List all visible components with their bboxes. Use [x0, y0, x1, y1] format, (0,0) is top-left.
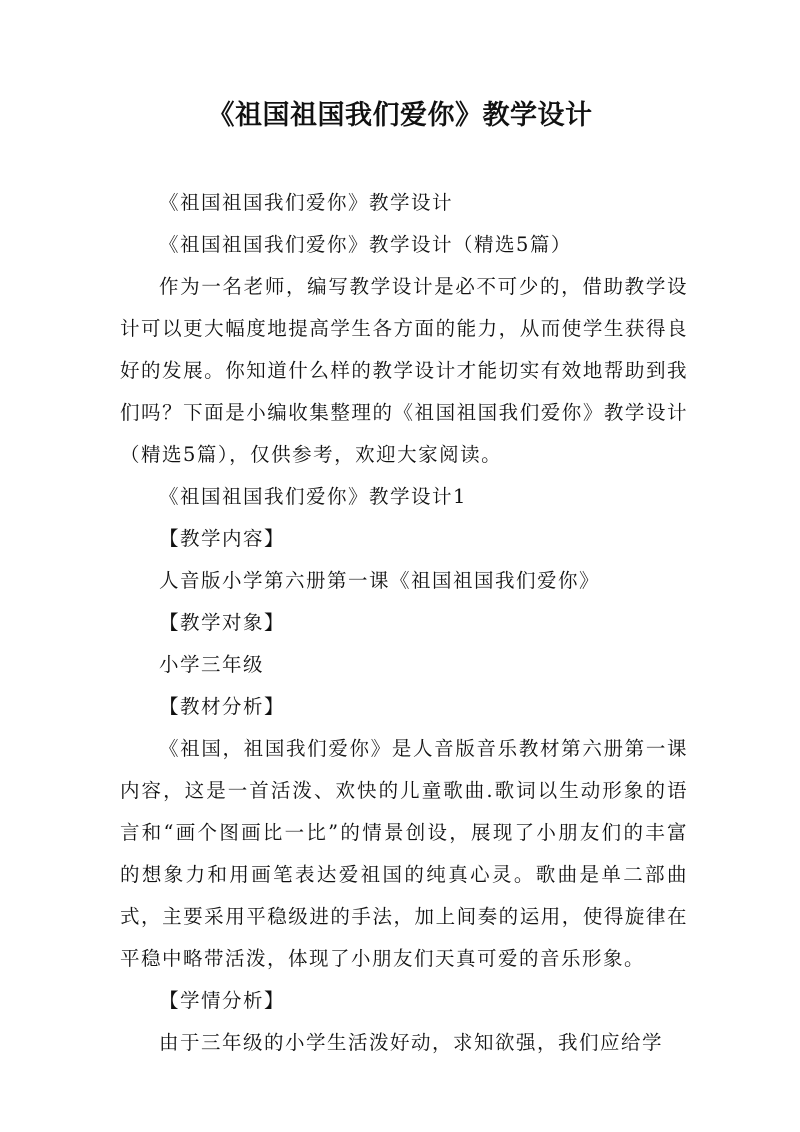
paragraph-material-analysis: 《祖国，祖国我们爱你》是人音版音乐教材第六册第一课内容，这是一首活泼、欢快的儿童歌曲.歌词以生动形象的语言和“画个图画比一比”的情景创设，展现了小朋友们的丰富的想象力和用画笔表达爱祖国的纯真心灵。歌曲是单二部曲式，主要采用平稳级进的手法，加上间奏的运用，使得旋律在平稳中略带活泼，体现了小朋友们天真可爱的音乐形象。 — [120, 737, 688, 970]
paragraph-teaching-target-label: 【教学对象】 — [159, 611, 286, 634]
paragraph-intro: 作为一名老师，编写教学设计是必不可少的，借助教学设计可以更大幅度地提高学生各方面的能力，从而使学生获得良好的发展。你知道什么样的教学设计才能切实有效地帮助到我们吗？下面是小编收集整理的《祖国祖国我们爱你》教学设计（精选5篇），仅供参考，欢迎大家阅读。 — [120, 275, 688, 466]
document-body — [120, 182, 688, 1064]
paragraph-teaching-target: 小学三年级 — [159, 653, 265, 676]
paragraph-teaching-content: 人音版小学第六册第一课《祖国祖国我们爱你》 — [159, 569, 601, 592]
paragraph-section-heading: 《祖国祖国我们爱你》教学设计1 — [159, 485, 467, 508]
paragraph-subtitle-selected: 《祖国祖国我们爱你》教学设计（精选5篇） — [159, 233, 572, 256]
paragraph-teaching-content-label: 【教学内容】 — [159, 527, 286, 550]
paragraph-student-analysis: 由于三年级的小学生活泼好动，求知欲强，我们应给学 — [159, 1031, 664, 1054]
paragraph-student-analysis-label: 【学情分析】 — [159, 989, 286, 1012]
document-title: 《祖国祖国我们爱你》教学设计 — [207, 100, 593, 131]
paragraph-subtitle: 《祖国祖国我们爱你》教学设计 — [159, 191, 454, 214]
paragraph-material-analysis-label: 【教材分析】 — [159, 695, 286, 718]
